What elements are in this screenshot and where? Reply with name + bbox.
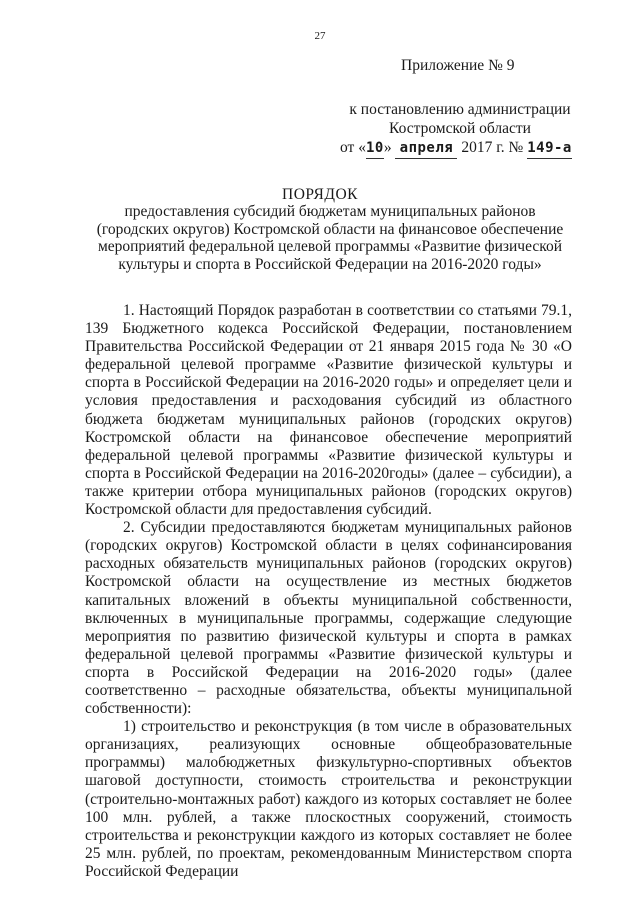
- decree-day: 10: [366, 139, 384, 159]
- decree-number: 149-а: [527, 139, 572, 159]
- decree-line-1: к постановлению администрации: [349, 101, 571, 118]
- decree-date-line: [340, 138, 580, 159]
- document-body: [85, 302, 572, 881]
- decree-reference: [340, 100, 580, 159]
- decree-year: 2017 г. №: [461, 139, 524, 156]
- paragraph-1: 1. Настоящий Порядок разработан в соответствии со статьями 79.1, 139 Бюджетного кодекса Российской Федерации, постановлением Правительства Российской Федерации от 21 января 2015 года № 30 «О федеральной целевой программе «Развитие физической культуры и спорта в Российской Федерации на 2016-2020 годы» и определяет цели и условия предоставления и расходования субсидий из областного бюджета бюджетам муниципальных районов (городских округов) Костромской области на финансовое обеспечение мероприятий федеральной целевой программы «Развитие физической культуры и спорта в Российской Федерации на 2016-2020годы» (далее – субсидии), а также критерии отбора муниципальных районов (городских округов) Костромской области для предоставления субсидий.: [85, 302, 572, 519]
- decree-line-2: Костромской области: [389, 120, 531, 137]
- document-subtitle: предоставления субсидий бюджетам муниципальных районов (городских округов) Костромской области на финансовое обеспечение мероприятий федеральной целевой программы «Развитие физической культуры и спорта в Российской Федерации на 2016-2020 годы»: [96, 203, 564, 273]
- paragraph-item-1: 1) строительство и реконструкция (в том числе в образовательных организациях, реализующих основные общеобразовательные программы) малобюджетных физкультурно-спортивных объектов шаговой доступности, стоимость строительства и реконструкции (строительно-монтажных работ) каждого из которых составляет не более 100 млн. рублей, а также плоскостных сооружений, стоимость строительства и реконструкции каждого из которых составляет не более 25 млн. рублей, по проектам, рекомендованным Министерством спорта Российской Федерации: [85, 718, 572, 880]
- document-title: ПОРЯДОК: [282, 186, 358, 203]
- page-number: 27: [314, 30, 326, 42]
- decree-month: апреля: [395, 139, 457, 159]
- decree-date-mid: »: [383, 139, 392, 156]
- appendix-title: Приложение № 9: [401, 57, 515, 74]
- paragraph-2: 2. Субсидии предоставляются бюджетам муниципальных районов (городских округов) Костромской области в целях софинансирования расходных обязательств муниципальных районов (городских округов) Костромской области на осуществление из местных бюджетов капитальных вложений в объекты муниципальной собственности, включенных в муниципальные программы, содержащие следующие мероприятия по развитию физической культуры и спорта в рамках федеральной целевой программы «Развитие физической культуры и спорта в Российской Федерации на 2016-2020 годы» (далее соответственно – расходные обязательства, объекты муниципальной собственности):: [85, 519, 572, 718]
- decree-date-prefix: от «: [340, 139, 366, 156]
